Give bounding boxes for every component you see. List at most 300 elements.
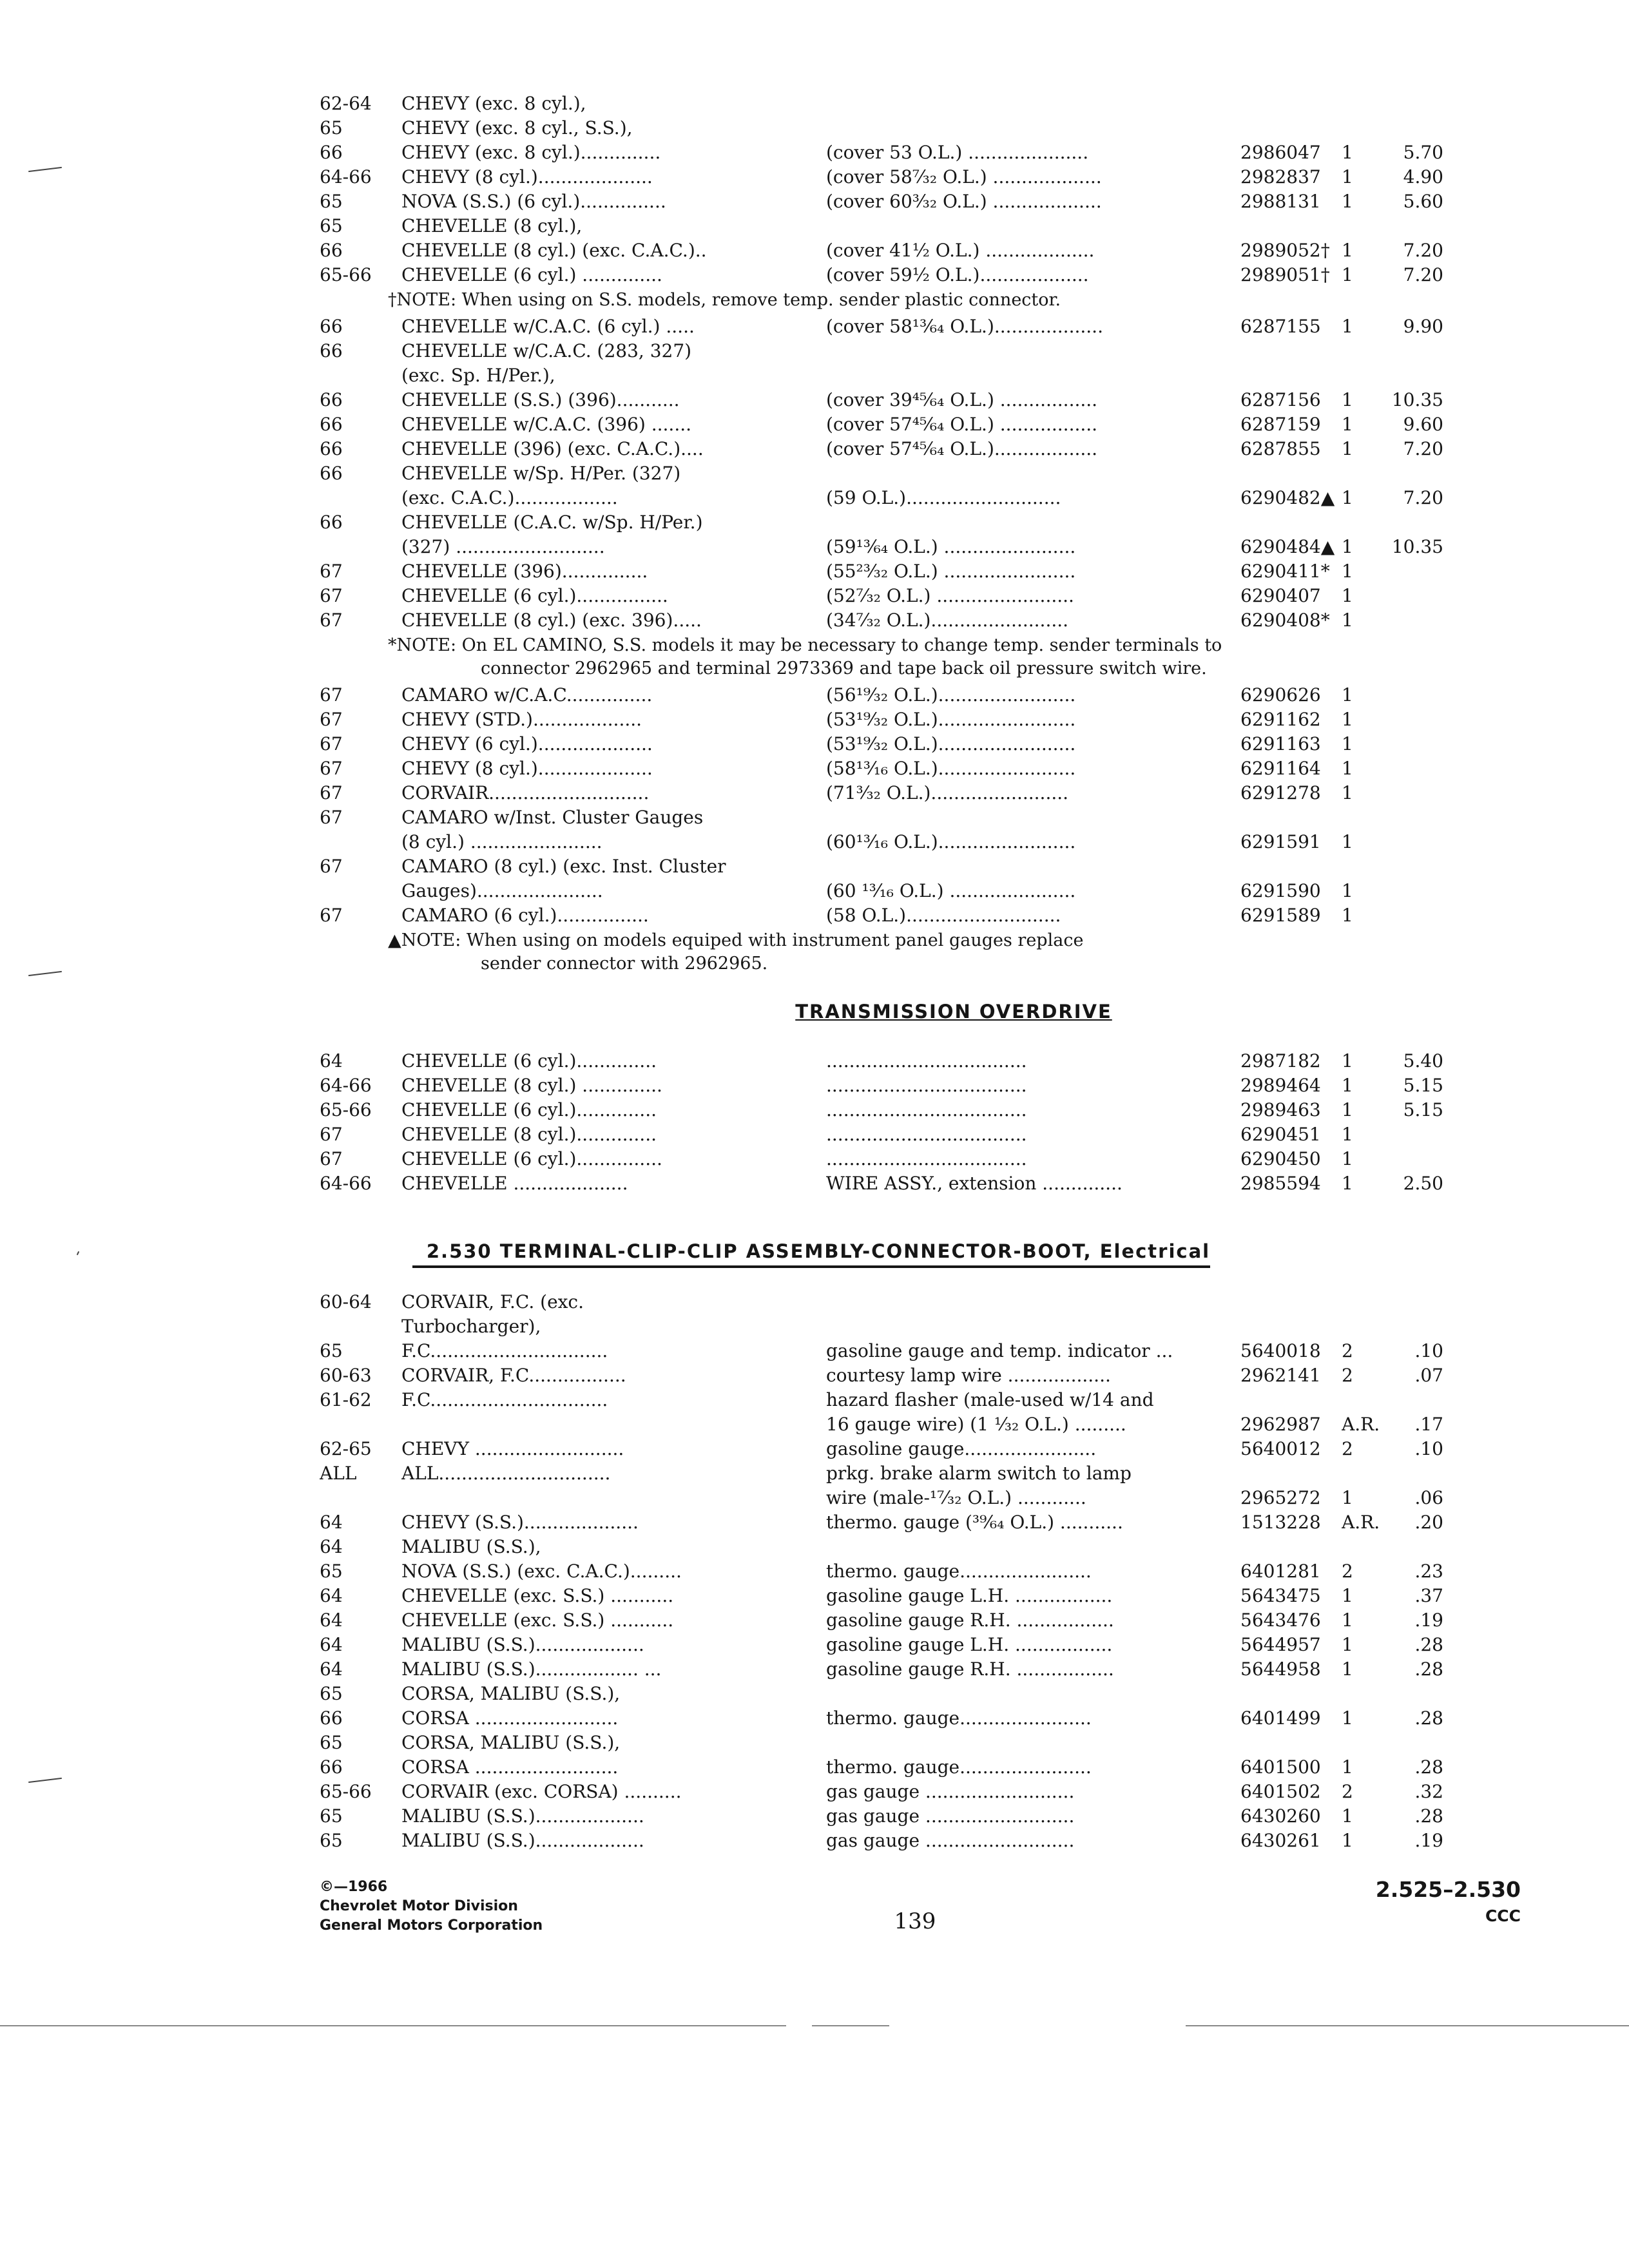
part-number-cell: 6290482▲ (1240, 487, 1335, 508)
margin-mark (77, 1251, 79, 1255)
year-cell: ALL (320, 1463, 357, 1484)
description-cell: (71³⁄₃₂ O.L.)........................ (826, 782, 1069, 803)
table-row (0, 1122, 1629, 1147)
description-cell: gas gauge .......................... (826, 1830, 1075, 1851)
year-cell: 64-66 (320, 166, 372, 187)
description-cell: gasoline gauge R.H. ................. (826, 1610, 1114, 1631)
model-cell: CHEVELLE (exc. S.S.) ........... (401, 1610, 674, 1631)
part-number-cell: 6401499 (1240, 1707, 1321, 1729)
price-cell: .20 (1414, 1512, 1443, 1533)
year-cell: 66 (320, 512, 343, 533)
description-cell: (60 ¹³⁄₁₆ O.L.) ...................... (826, 880, 1076, 901)
section-reference (1315, 1875, 1521, 1928)
table-row (0, 584, 1629, 608)
part-number-cell: 6291278 (1240, 782, 1321, 803)
quantity-cell: 1 (1342, 142, 1353, 163)
price-cell: .28 (1414, 1658, 1443, 1680)
year-cell: 67 (320, 782, 343, 803)
part-number-cell: 6291591 (1240, 831, 1321, 852)
description-cell: (cover 57⁴⁵⁄₆₄ O.L.) ................. (826, 414, 1098, 435)
year-cell: 64 (320, 1536, 343, 1557)
price-cell: .32 (1414, 1781, 1443, 1802)
quantity-cell: 1 (1342, 758, 1353, 779)
part-number-cell: 6401281 (1240, 1561, 1321, 1582)
table-row (0, 189, 1629, 214)
model-cell: CHEVY (STD.)................... (401, 709, 642, 730)
quantity-cell: 1 (1342, 610, 1353, 631)
model-cell: CHEVELLE w/C.A.C. (6 cyl.) ..... (401, 316, 695, 337)
table-row (0, 339, 1629, 363)
quantity-cell: 1 (1342, 1148, 1353, 1169)
table-row (0, 732, 1629, 756)
quantity-cell: 1 (1342, 1756, 1353, 1778)
model-cell: F.C............................... (401, 1389, 608, 1410)
note-star (0, 634, 1629, 657)
table-row (0, 903, 1629, 928)
price-cell: .10 (1414, 1340, 1443, 1361)
table-row (0, 363, 1629, 388)
quantity-cell: 1 (1342, 684, 1353, 706)
scan-edge-segment (1186, 2025, 1629, 2026)
quantity-cell: 1 (1342, 1634, 1353, 1655)
model-cell: CHEVELLE (396)............... (401, 561, 648, 582)
model-cell: CHEVELLE (8 cyl.), (401, 215, 583, 236)
model-cell: CHEVELLE (8 cyl.).............. (401, 1124, 657, 1145)
model-cell: MALIBU (S.S.), (401, 1536, 541, 1557)
note-text: †NOTE: When using on S.S. models, remove temp. sender plastic connector. (388, 290, 1061, 310)
model-cell: CORSA ......................... (401, 1756, 619, 1778)
price-cell: 5.15 (1403, 1099, 1443, 1120)
model-cell: (exc. Sp. H/Per.), (401, 365, 555, 386)
table-row (0, 1584, 1629, 1608)
table-row (0, 510, 1629, 535)
price-cell: 10.35 (1391, 536, 1443, 557)
model-cell: Gauges)...................... (401, 880, 603, 901)
part-number-cell: 6430260 (1240, 1805, 1321, 1827)
quantity-cell: 2 (1342, 1781, 1353, 1802)
description-cell: thermo. gauge....................... (826, 1707, 1092, 1729)
table-row (0, 486, 1629, 510)
model-cell: NOVA (S.S.) (6 cyl.)............... (401, 191, 666, 212)
table-row (0, 437, 1629, 461)
year-cell: 65-66 (320, 1099, 372, 1120)
description-cell: hazard flasher (male-used w/14 and (826, 1389, 1154, 1410)
table-row (0, 238, 1629, 263)
model-cell: CHEVELLE (8 cyl.) (exc. 396)..... (401, 610, 702, 631)
quantity-cell: 1 (1342, 414, 1353, 435)
quantity-cell: 1 (1342, 1050, 1353, 1072)
scan-edge-line (0, 2023, 1629, 2028)
price-cell: .10 (1414, 1438, 1443, 1459)
table-row (0, 1633, 1629, 1657)
price-cell: 5.40 (1403, 1050, 1443, 1072)
table-row (0, 1339, 1629, 1363)
quantity-cell: 1 (1342, 1805, 1353, 1827)
model-cell: CHEVELLE (6 cyl.).............. (401, 1099, 657, 1120)
model-cell: (8 cyl.) ....................... (401, 831, 602, 852)
year-cell: 67 (320, 585, 343, 606)
description-cell: (cover 60³⁄₃₂ O.L.) ................... (826, 191, 1102, 212)
description-cell: wire (male-¹⁷⁄₃₂ O.L.) ............ (826, 1487, 1086, 1508)
description-cell: gasoline gauge and temp. indicator ... (826, 1340, 1173, 1361)
table-row (0, 1829, 1629, 1853)
model-cell: (327) .......................... (401, 536, 605, 557)
price-cell: 5.60 (1403, 191, 1443, 212)
model-cell: CORVAIR (exc. CORSA) .......... (401, 1781, 682, 1802)
table-row (0, 1486, 1629, 1510)
year-cell: 67 (320, 610, 343, 631)
price-cell: 9.60 (1403, 414, 1443, 435)
table-row (0, 805, 1629, 830)
model-cell: CORSA ......................... (401, 1707, 619, 1729)
model-cell: NOVA (S.S.) (exc. C.A.C.)......... (401, 1561, 682, 1582)
description-cell: (60¹³⁄₁₆ O.L.)........................ (826, 831, 1076, 852)
table-row (0, 1706, 1629, 1731)
model-cell: CHEVELLE (396) (exc. C.A.C.).... (401, 438, 704, 459)
price-cell: 7.20 (1403, 240, 1443, 261)
description-cell: thermo. gauge (³⁹⁄₆₄ O.L.) ........... (826, 1512, 1123, 1533)
note-star-continued (0, 657, 1629, 680)
part-number-cell: 6290484▲ (1240, 536, 1335, 557)
part-number-cell: 6291589 (1240, 905, 1321, 926)
year-cell: 66 (320, 414, 343, 435)
year-cell: 66 (320, 240, 343, 261)
model-cell: CORVAIR, F.C................. (401, 1365, 626, 1386)
price-cell: 10.35 (1391, 389, 1443, 410)
description-cell: gas gauge .......................... (826, 1805, 1075, 1827)
quantity-cell: 1 (1342, 191, 1353, 212)
model-cell: CHEVY (8 cyl.).................... (401, 758, 653, 779)
table-row (0, 461, 1629, 486)
year-cell: 67 (320, 856, 343, 877)
year-cell: 60-63 (320, 1365, 372, 1386)
part-number-cell: 2985594 (1240, 1173, 1321, 1194)
year-cell: 64 (320, 1585, 343, 1606)
description-cell: courtesy lamp wire .................. (826, 1365, 1111, 1386)
model-cell: CAMARO w/C.A.C............... (401, 684, 653, 706)
table-row (0, 116, 1629, 140)
table-row (0, 1780, 1629, 1804)
year-cell: 67 (320, 1124, 343, 1145)
description-cell: (cover 57⁴⁵⁄₆₄ O.L.).................. (826, 438, 1098, 459)
table-row (0, 830, 1629, 854)
quantity-cell: 1 (1342, 1658, 1353, 1680)
table-row (0, 1363, 1629, 1388)
model-cell: MALIBU (S.S.)................... (401, 1634, 644, 1655)
model-cell: CAMARO w/Inst. Cluster Gauges (401, 807, 704, 828)
model-cell: CORVAIR............................ (401, 782, 650, 803)
model-cell: CAMARO (8 cyl.) (exc. Inst. Cluster (401, 856, 726, 877)
quantity-cell: 1 (1342, 316, 1353, 337)
year-cell: 67 (320, 758, 343, 779)
table-row (0, 412, 1629, 437)
description-cell: (cover 41½ O.L.) ................... (826, 240, 1095, 261)
part-number-cell: 6290626 (1240, 684, 1321, 706)
section-heading-rule (412, 1265, 1210, 1268)
year-cell: 65 (320, 117, 343, 139)
year-cell: 65-66 (320, 264, 372, 285)
description-cell: (34⁷⁄₃₂ O.L.)........................ (826, 610, 1069, 631)
year-cell: 62-64 (320, 93, 372, 114)
year-cell: 64-66 (320, 1075, 372, 1096)
model-cell: Turbocharger), (401, 1316, 541, 1337)
part-number-cell: 2988131 (1240, 191, 1321, 212)
section-range: 2.525–2.530 (1375, 1877, 1521, 1902)
model-cell: CHEVELLE .................... (401, 1173, 628, 1194)
year-cell: 67 (320, 905, 343, 926)
year-cell: 66 (320, 438, 343, 459)
description-cell: (55²³⁄₃₂ O.L.) ....................... (826, 561, 1076, 582)
year-cell: 64 (320, 1634, 343, 1655)
description-cell: (53¹⁹⁄₃₂ O.L.)........................ (826, 709, 1076, 730)
model-cell: MALIBU (S.S.)................... (401, 1830, 644, 1851)
description-cell: gasoline gauge R.H. ................. (826, 1658, 1114, 1680)
table-row (0, 1073, 1629, 1098)
table-row (0, 1437, 1629, 1461)
model-cell: CAMARO (6 cyl.)................ (401, 905, 649, 926)
model-cell: CHEVY (exc. 8 cyl., S.S.), (401, 117, 633, 139)
price-cell: 2.50 (1403, 1173, 1443, 1194)
price-cell: 5.70 (1403, 142, 1443, 163)
table-row (0, 140, 1629, 165)
table-row (0, 559, 1629, 584)
quantity-cell: 1 (1342, 536, 1353, 557)
part-number-cell: 6290450 (1240, 1148, 1321, 1169)
table-row (0, 1657, 1629, 1682)
part-number-cell: 6287155 (1240, 316, 1321, 337)
year-cell: 62-65 (320, 1438, 372, 1459)
model-cell: CORVAIR, F.C. (exc. (401, 1291, 584, 1312)
table-row (0, 314, 1629, 339)
year-cell: 67 (320, 733, 343, 754)
price-cell: 7.20 (1403, 264, 1443, 285)
price-cell: 9.90 (1403, 316, 1443, 337)
model-cell: CHEVELLE (C.A.C. w/Sp. H/Per.) (401, 512, 703, 533)
part-number-cell: 2989464 (1240, 1075, 1321, 1096)
year-cell: 65 (320, 191, 343, 212)
part-number-cell: 6401502 (1240, 1781, 1321, 1802)
table-row (0, 1049, 1629, 1073)
year-cell: 65 (320, 1830, 343, 1851)
note-text: sender connector with 2962965. (481, 954, 768, 974)
year-cell: 67 (320, 807, 343, 828)
table-row (0, 1171, 1629, 1196)
part-number-cell: 6291162 (1240, 709, 1321, 730)
table-row (0, 1804, 1629, 1829)
price-cell: .28 (1414, 1756, 1443, 1778)
price-cell: .37 (1414, 1585, 1443, 1606)
model-cell: CHEVELLE (8 cyl.) .............. (401, 1075, 662, 1096)
part-number-cell: 2986047 (1240, 142, 1321, 163)
quantity-cell: 1 (1342, 1585, 1353, 1606)
part-number-cell: 5640012 (1240, 1438, 1321, 1459)
quantity-cell: 1 (1342, 880, 1353, 901)
part-number-cell: 2989051† (1240, 264, 1330, 285)
section-heading-overdrive: TRANSMISSION OVERDRIVE (795, 1001, 1112, 1023)
publisher-info (320, 1878, 706, 1936)
year-cell: 65 (320, 1805, 343, 1827)
price-cell: 4.90 (1403, 166, 1443, 187)
year-cell: 64 (320, 1610, 343, 1631)
quantity-cell: 2 (1342, 1340, 1353, 1361)
description-cell: gas gauge .......................... (826, 1781, 1075, 1802)
table-row (0, 535, 1629, 559)
part-number-cell: 2962141 (1240, 1365, 1321, 1386)
price-cell: 5.15 (1403, 1075, 1443, 1096)
table-row (0, 781, 1629, 805)
year-cell: 64-66 (320, 1173, 372, 1194)
table-row (0, 263, 1629, 287)
year-cell: 65-66 (320, 1781, 372, 1802)
model-cell: CHEVELLE w/C.A.C. (396) ....... (401, 414, 692, 435)
part-number-cell: 2962987 (1240, 1414, 1321, 1435)
quantity-cell: 1 (1342, 1707, 1353, 1729)
price-cell: .19 (1414, 1830, 1443, 1851)
year-cell: 60-64 (320, 1291, 372, 1312)
description-cell: (cover 39⁴⁵⁄₆₄ O.L.) ................. (826, 389, 1098, 410)
model-cell: MALIBU (S.S.)................... (401, 1805, 644, 1827)
year-cell: 67 (320, 684, 343, 706)
part-number-cell: 6290407 (1240, 585, 1321, 606)
year-cell: 66 (320, 1756, 343, 1778)
table-row (0, 1755, 1629, 1780)
quantity-cell: 1 (1342, 1075, 1353, 1096)
model-cell: (exc. C.A.C.).................. (401, 487, 618, 508)
price-cell: .17 (1414, 1414, 1443, 1435)
model-cell: CHEVELLE (8 cyl.) (exc. C.A.C.).. (401, 240, 707, 261)
model-cell: CHEVELLE (exc. S.S.) ........... (401, 1585, 674, 1606)
note-text: *NOTE: On EL CAMINO, S.S. models it may be necessary to change temp. sender terminals to (388, 635, 1222, 655)
description-cell: (56¹⁹⁄₃₂ O.L.)........................ (826, 684, 1076, 706)
quantity-cell: A.R. (1342, 1512, 1380, 1533)
price-cell: .19 (1414, 1610, 1443, 1631)
quantity-cell: 1 (1342, 487, 1353, 508)
price-cell: .28 (1414, 1707, 1443, 1729)
description-cell: thermo. gauge....................... (826, 1756, 1092, 1778)
corporation-line: General Motors Corporation (320, 1917, 543, 1934)
model-cell: CORSA, MALIBU (S.S.), (401, 1732, 621, 1753)
year-cell: 65 (320, 1561, 343, 1582)
model-cell: CHEVELLE (6 cyl.)................ (401, 585, 668, 606)
price-cell: .06 (1414, 1487, 1443, 1508)
year-cell: 66 (320, 1707, 343, 1729)
quantity-cell: 2 (1342, 1438, 1353, 1459)
quantity-cell: 1 (1342, 831, 1353, 852)
year-cell: 65 (320, 1340, 343, 1361)
description-cell: gasoline gauge L.H. ................. (826, 1634, 1113, 1655)
section-heading-terminal: 2.530 TERMINAL-CLIP-CLIP ASSEMBLY-CONNECTOR-BOOT, Electrical (426, 1240, 1211, 1262)
part-number-cell: 6430261 (1240, 1830, 1321, 1851)
quantity-cell: 1 (1342, 438, 1353, 459)
quantity-cell: 1 (1342, 264, 1353, 285)
table-row (0, 854, 1629, 879)
part-number-cell: 5640018 (1240, 1340, 1321, 1361)
part-number-cell: 5643475 (1240, 1585, 1321, 1606)
year-cell: 66 (320, 463, 343, 484)
table-row (0, 683, 1629, 707)
note-dagger (0, 289, 1629, 312)
model-cell: CHEVY (S.S.).................... (401, 1512, 639, 1533)
year-cell: 64 (320, 1512, 343, 1533)
description-cell: thermo. gauge....................... (826, 1561, 1092, 1582)
part-number-cell: 5644957 (1240, 1634, 1321, 1655)
table-row (0, 214, 1629, 238)
model-cell: F.C............................... (401, 1340, 608, 1361)
scan-edge-segment (812, 2025, 889, 2026)
model-cell: CHEVELLE (S.S.) (396)........... (401, 389, 680, 410)
table-row (0, 165, 1629, 189)
table-row (0, 1682, 1629, 1706)
description-cell: gasoline gauge....................... (826, 1438, 1097, 1459)
description-cell: (52⁷⁄₃₂ O.L.) ........................ (826, 585, 1074, 606)
model-cell: CHEVY (8 cyl.).................... (401, 166, 653, 187)
quantity-cell: A.R. (1342, 1414, 1380, 1435)
description-cell: WIRE ASSY., extension .............. (826, 1173, 1123, 1194)
model-cell: CHEVELLE (6 cyl.)............... (401, 1148, 662, 1169)
part-number-cell: 6290451 (1240, 1124, 1321, 1145)
division-line: Chevrolet Motor Division (320, 1898, 518, 1914)
table-row (0, 608, 1629, 633)
description-cell: (cover 53 O.L.) ..................... (826, 142, 1089, 163)
table-row (0, 388, 1629, 412)
quantity-cell: 2 (1342, 1561, 1353, 1582)
model-cell: CHEVELLE w/Sp. H/Per. (327) (401, 463, 681, 484)
note-triangle (0, 929, 1629, 952)
quantity-cell: 1 (1342, 782, 1353, 803)
quantity-cell: 2 (1342, 1365, 1353, 1386)
description-cell: 16 gauge wire) (1 ¹⁄₃₂ O.L.) ......... (826, 1414, 1126, 1435)
quantity-cell: 1 (1342, 1610, 1353, 1631)
part-number-cell: 2989463 (1240, 1099, 1321, 1120)
year-cell: 67 (320, 561, 343, 582)
description-cell: ................................... (826, 1124, 1027, 1145)
model-cell: CHEVELLE (6 cyl.) .............. (401, 264, 662, 285)
model-cell: CORSA, MALIBU (S.S.), (401, 1683, 621, 1704)
year-cell: 61-62 (320, 1389, 372, 1410)
table-row (0, 1608, 1629, 1633)
model-cell: CHEVY (exc. 8 cyl.), (401, 93, 586, 114)
year-cell: 66 (320, 142, 343, 163)
part-number-cell: 6290411* (1240, 561, 1330, 582)
description-cell: (58 O.L.)........................... (826, 905, 1061, 926)
scan-edge-segment (0, 2025, 786, 2026)
table-row (0, 1147, 1629, 1171)
table-row (0, 1388, 1629, 1412)
part-number-cell: 2987182 (1240, 1050, 1321, 1072)
description-cell: ................................... (826, 1099, 1027, 1120)
year-cell: 67 (320, 1148, 343, 1169)
part-number-cell: 6291164 (1240, 758, 1321, 779)
price-cell: 7.20 (1403, 487, 1443, 508)
quantity-cell: 1 (1342, 905, 1353, 926)
table-row (0, 1412, 1629, 1437)
quantity-cell: 1 (1342, 585, 1353, 606)
quantity-cell: 1 (1342, 1124, 1353, 1145)
quantity-cell: 1 (1342, 1099, 1353, 1120)
description-cell: (cover 58¹³⁄₆₄ O.L.)................... (826, 316, 1103, 337)
model-cell: CHEVY (exc. 8 cyl.).............. (401, 142, 661, 163)
description-cell: gasoline gauge L.H. ................. (826, 1585, 1113, 1606)
description-cell: (58¹³⁄₁₆ O.L.)........................ (826, 758, 1076, 779)
note-triangle-continued (0, 952, 1629, 975)
table-row (0, 1461, 1629, 1486)
year-cell: 64 (320, 1050, 343, 1072)
model-cell: ALL.............................. (401, 1463, 611, 1484)
price-cell: .07 (1414, 1365, 1443, 1386)
table-row (0, 1535, 1629, 1559)
table-row (0, 1559, 1629, 1584)
description-cell: (cover 58⁷⁄₃₂ O.L.) ................... (826, 166, 1102, 187)
